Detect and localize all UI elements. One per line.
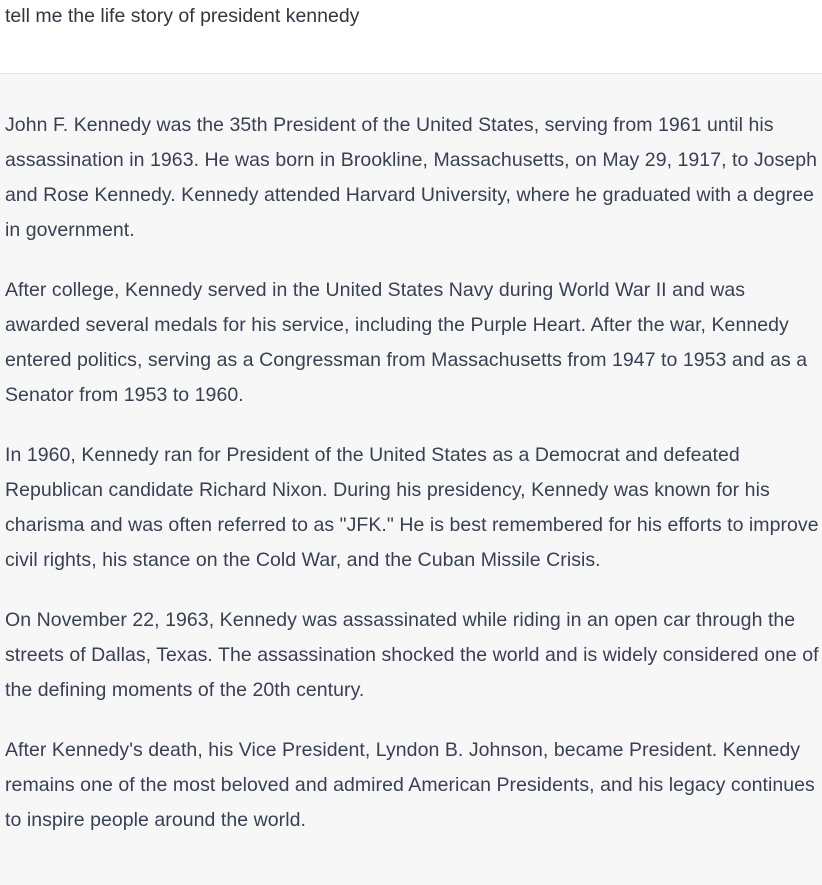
response-paragraph: On November 22, 1963, Kennedy was assassinated while riding in an open car through the streets of Dallas, Texas. The assassination shocked the world and is widely considered one of the defining moments of the 20th century. — [5, 609, 819, 701]
response-paragraph: John F. Kennedy was the 35th President of the United States, serving from 1961 until his assassination in 1963. He was born in Brookline, Massachusetts, on May 29, 1917, to Joseph and Rose Kennedy. Kennedy attended Harvard University, where he graduated with a degree in government. — [5, 114, 818, 241]
user-message — [0, 0, 822, 74]
response-paragraph: In 1960, Kennedy ran for President of the United States as a Democrat and defeated Republican candidate Richard Nixon. During his presidency, Kennedy was known for his charisma and was often referred to as "JFK." He is best remembered for his efforts to improve civil rights, his stance on the Cold War, and the Cuban Missile Crisis. — [5, 444, 819, 571]
assistant-response — [5, 108, 820, 863]
user-message-text: tell me the life story of president kennedy — [5, 5, 360, 27]
response-paragraph: After Kennedy's death, his Vice President, Lyndon B. Johnson, became President. Kennedy remains one of the most beloved and admired American Presidents, and his legacy continues to inspire people around the world. — [5, 739, 815, 831]
assistant-message — [0, 75, 822, 885]
response-paragraph: After college, Kennedy served in the United States Navy during World War II and was awarded several medals for his service, including the Purple Heart. After the war, Kennedy entered politics, serving as a Congressman from Massachusetts from 1947 to 1953 and as a Senator from 1953 to 1960. — [5, 279, 808, 406]
